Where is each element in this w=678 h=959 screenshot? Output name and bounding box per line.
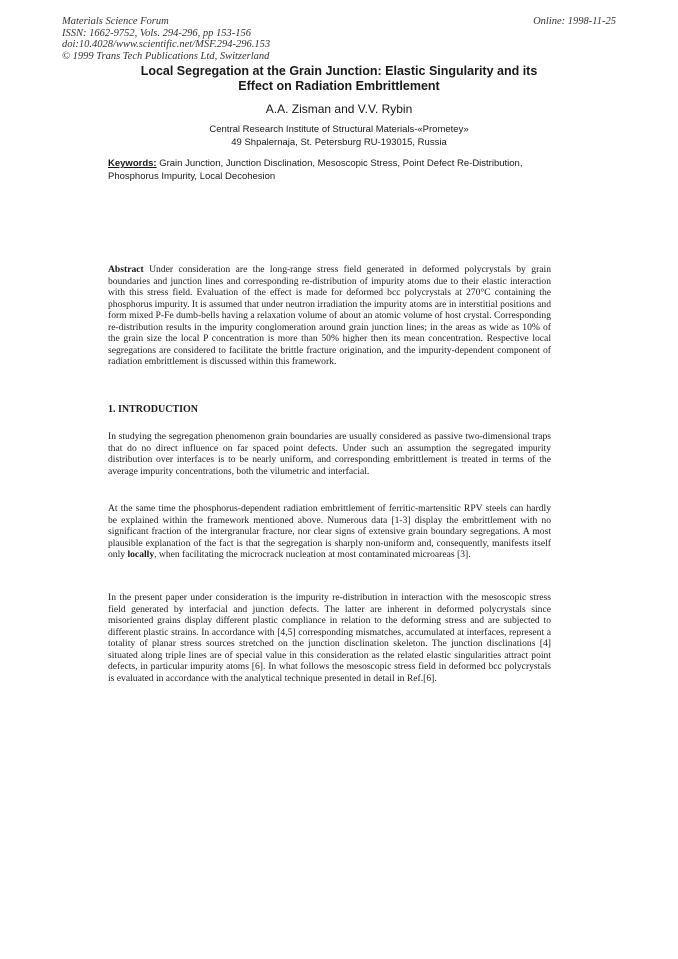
para2-text-after: , when facilitating the microcrack nucleation at most contaminated microareas [3]. [154, 549, 471, 561]
abstract [108, 264, 551, 368]
section-heading-introduction: 1. INTRODUCTION [108, 404, 199, 415]
online-date: Online: 1998-11-25 [533, 16, 616, 27]
authors: A.A. Zisman and V.V. Rybin [265, 102, 413, 116]
para2-text-before: At the same time the phosphorus-dependent radiation embrittlement of ferritic-martensitic RPV steels can hardly be explained within the framework mentioned above. Numerous data [1-3] display the embrittlement with no significant fraction of the intergranular fracture, nor clear signs of extensive grain boundary segregations. A most plausible explanation of the fact is that the segregation is sharply non-uniform and, consequently, manifests itself only [108, 503, 551, 561]
keywords [108, 158, 570, 183]
title-line-2: Effect on Radiation Embrittlement [238, 79, 440, 93]
title-line-1: Local Segregation at the Grain Junction: Elastic Singularity and its [140, 64, 538, 78]
copyright-line: © 1999 Trans Tech Publications Ltd, Switzerland [62, 50, 270, 62]
intro-paragraph-3: In the present paper under consideration is the impurity re-distribution in interaction with the mesoscopic stress field generated by interfacial and junction defects. The latter are inherent in deformed polycrystals since misoriented grains display different plastic compliance in relation to the deforming stress and are subjected to different plastic strains. In accordance with [4,5] corresponding mismatches, accumulated at interfaces, represent a totality of planar stress sources stretched on the junction disclination skeleton. The junction disclinations [4] situated along triple lines are of special value in this consideration as the related elastic singularities attract point defects, in particular impurity atoms [6]. In what follows the mesoscopic stress field in deformed bcc polycrystals is evaluated in accordance with the analytical technique presented in detail in Ref.[6]. [108, 592, 551, 684]
keywords-text: Grain Junction, Junction Disclination, Mesoscopic Stress, Point Defect Re-Distribution, Phosphorus Impurity, Local Decohesion [108, 158, 523, 182]
abstract-label: Abstract [108, 264, 144, 275]
para2-bold-word: locally [127, 549, 155, 561]
abstract-text: Under consideration are the long-range stress field generated in deformed polycrystals by grain boundaries and junction lines and corresponding re-distribution of impurity atoms due to their elastic interaction with this stress field. Evaluation of the effect is made for deformed bcc polycrystals at 270°C containing the phosphorus impurity. It is assumed that under neutron irradiation the impurity atoms are in interstitial positions and form mixed P-Fe dumb-bells having a relaxation volume of about an atomic volume of host crystal. Corresponding re-distribution results in the impurity conglomeration around grain junction lines; in the areas as wide as 10% of the grain size the local P concentration is more than 50% higher then its mean concentration. Respective local segregations are considered to facilitate the brittle fracture origination, and the impurity-dependent component of radiation embrittlement is discussed within this framework. [108, 264, 551, 368]
intro-paragraph-1: In studying the segregation phenomenon grain boundaries are usually considered as passive two-dimensional traps that do no direct influence on far spaced point defects. Under such an assumption the segregated impurity distribution over interfaces is to be nearly uniform, and corresponding embrittlement is treated in terms of the average impurity concentrations, both the vilumetric and interfacial. [108, 431, 551, 477]
doi-line: doi:10.4028/www.scientific.net/MSF.294-296.153 [62, 39, 271, 50]
affiliation [100, 124, 578, 149]
affiliation-line-1: Central Research Institute of Structural Materials-«Prometey» [209, 124, 469, 135]
issn-line: ISSN: 1662-9752, Vols. 294-296, pp 153-156 [62, 27, 251, 39]
intro-paragraph-2 [108, 503, 551, 561]
paper-title [100, 64, 578, 94]
journal-name: Materials Science Forum [62, 16, 169, 27]
affiliation-line-2: 49 Shpalernaja, St. Petersburg RU-193015, Russia [231, 136, 447, 148]
keywords-label: Keywords: [108, 158, 157, 169]
journal-header [62, 16, 270, 62]
